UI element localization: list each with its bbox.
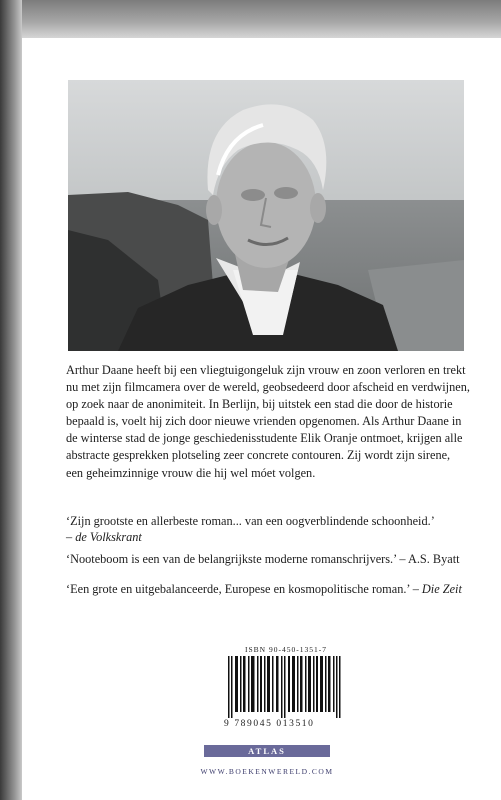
review-quote-3	[66, 582, 486, 598]
isbn-label: ISBN 90-450-1351-7	[245, 645, 327, 654]
review-quote-1	[66, 514, 486, 545]
barcode-icon	[224, 656, 348, 718]
quote-dash: –	[396, 552, 408, 566]
quote-source: A.S. Byatt	[407, 552, 460, 566]
publisher-logo: ATLAS	[204, 745, 330, 757]
author-photo	[68, 80, 464, 351]
quote-dash: –	[409, 582, 422, 596]
back-cover	[22, 38, 501, 800]
book-top-edge	[0, 0, 501, 38]
quote-text: ‘Een grote en uitgebalanceerde, Europese en kosmopolitische roman.’	[66, 582, 410, 596]
description-text: Arthur Daane heeft bij een vliegtuigongeluk zijn vrouw en zoon verloren en trekt nu met zijn filmcamera over de wereld, geobsedeerd door afscheid en verdwijnen, op zoek naar de anonimiteit. In Berlijn, bij uitstek een stad die door de historie bepaald is, voelt hij zich door nieuwe vrienden opgenomen. Als Arthur Daane in de winterse stad de jonge geschiedenisstudente Elik Oranje ontmoet, krijgen alle abstracte gesprekken plotseling zeer concrete contouren. Zij wordt zijn sirene, een geheimzinnige vrouw die hij wel móet volgen.	[66, 363, 470, 480]
quote-text: ‘Nooteboom is een van de belangrijkste moderne romanschrijvers.’	[66, 552, 397, 566]
quote-text: ‘Zijn grootste en allerbeste roman... van een oogverblindende schoonheid.’	[66, 514, 435, 528]
book-description	[66, 362, 470, 482]
review-quote-2	[66, 552, 486, 568]
barcode-block	[224, 645, 348, 729]
book-spine-edge	[0, 0, 22, 800]
author-portrait-image	[68, 80, 464, 351]
ean-number: 9 789045 013510	[224, 719, 315, 729]
publisher-website: WWW.BOEKENWERELD.COM	[200, 767, 334, 776]
quote-source: Die Zeit	[421, 582, 462, 596]
quote-dash: –	[66, 529, 76, 544]
quote-source: de Volkskrant	[75, 529, 142, 544]
